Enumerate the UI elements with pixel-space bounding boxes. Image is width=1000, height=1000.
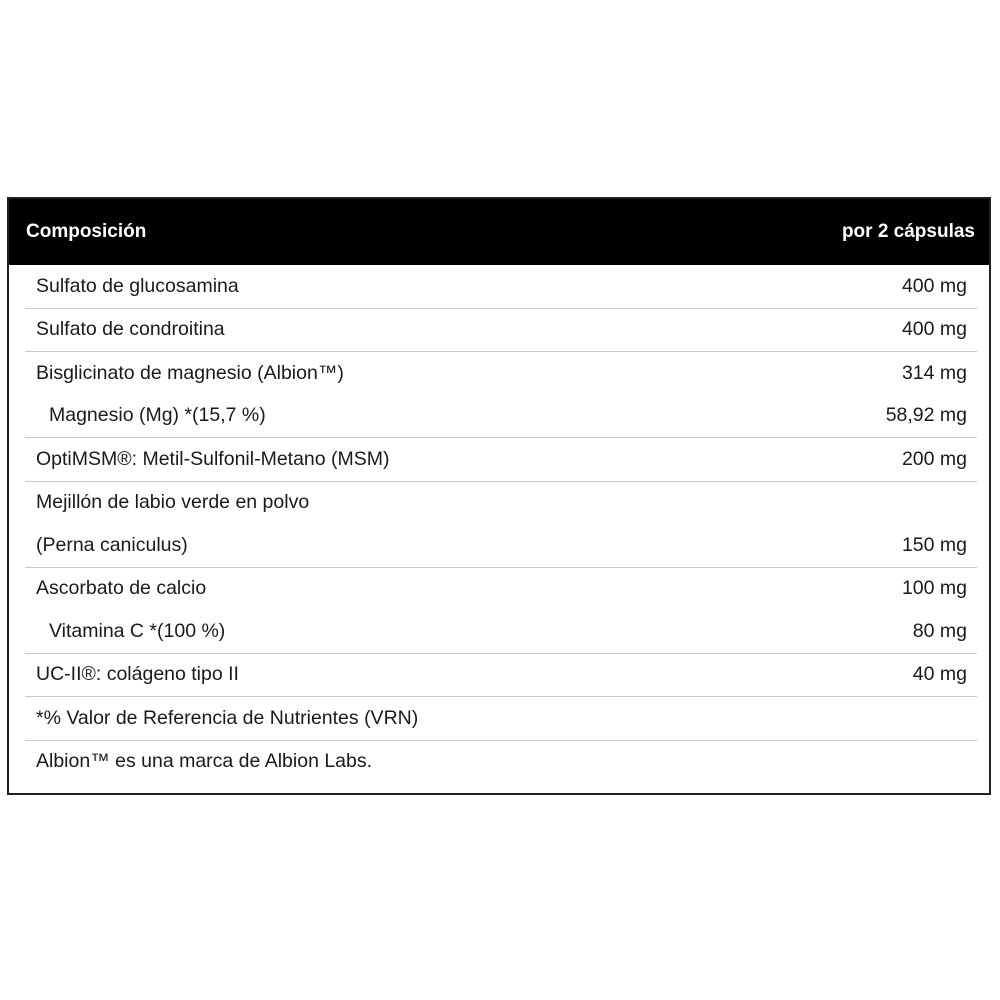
table-row [25, 568, 977, 611]
footnote-text: *% Valor de Referencia de Nutrientes (VRN) [36, 706, 419, 729]
ingredient-amount: 80 mg [912, 619, 967, 642]
composition-table [7, 197, 991, 795]
ingredient-label: Magnesio (Mg) *(15,7 %) [49, 404, 266, 427]
table-row-sub [25, 610, 977, 653]
table-row-sub [25, 395, 977, 438]
ingredient-label: UC-II®: colágeno tipo II [36, 663, 239, 686]
ingredient-label: (Perna caniculus) [36, 533, 188, 556]
ingredient-amount: 40 mg [912, 663, 967, 686]
ingredient-amount: 150 mg [901, 533, 967, 556]
ingredient-amount: 100 mg [901, 577, 967, 600]
footnote-row [25, 697, 977, 740]
ingredient-label: Bisglicinato de magnesio (Albion™) [36, 361, 344, 384]
table-row [25, 524, 977, 567]
table-body [9, 265, 989, 783]
table-header [9, 199, 989, 265]
table-group [25, 482, 977, 568]
ingredient-label: Ascorbato de calcio [36, 577, 207, 600]
ingredient-label: Mejillón de labio verde en polvo [36, 491, 310, 514]
table-row [25, 265, 977, 308]
ingredient-label: Sulfato de condroitina [36, 318, 225, 341]
table-group [25, 697, 977, 741]
table-row [25, 438, 977, 481]
header-composition-label: Composición [26, 221, 147, 242]
table-group [25, 568, 977, 654]
ingredient-label: Vitamina C *(100 %) [49, 619, 226, 642]
table-group [25, 654, 977, 698]
table-row [25, 654, 977, 697]
table-row [25, 352, 977, 395]
table-group [25, 352, 977, 438]
ingredient-amount: 400 mg [901, 274, 967, 297]
ingredient-amount: 58,92 mg [885, 404, 967, 427]
ingredient-label: Sulfato de glucosamina [36, 274, 239, 297]
table-group [25, 741, 977, 784]
table-group [25, 309, 977, 353]
footnote-row [25, 741, 977, 784]
ingredient-label: OptiMSM®: Metil-Sulfonil-Metano (MSM) [36, 447, 390, 470]
ingredient-amount: 314 mg [901, 361, 967, 384]
table-group [25, 265, 977, 309]
ingredient-amount: 200 mg [901, 447, 967, 470]
ingredient-amount: 400 mg [901, 318, 967, 341]
table-row [25, 482, 977, 525]
trademark-note: Albion™ es una marca de Albion Labs. [36, 750, 373, 773]
header-serving-label: por 2 cápsulas [841, 221, 975, 242]
table-group [25, 438, 977, 482]
table-row [25, 309, 977, 352]
